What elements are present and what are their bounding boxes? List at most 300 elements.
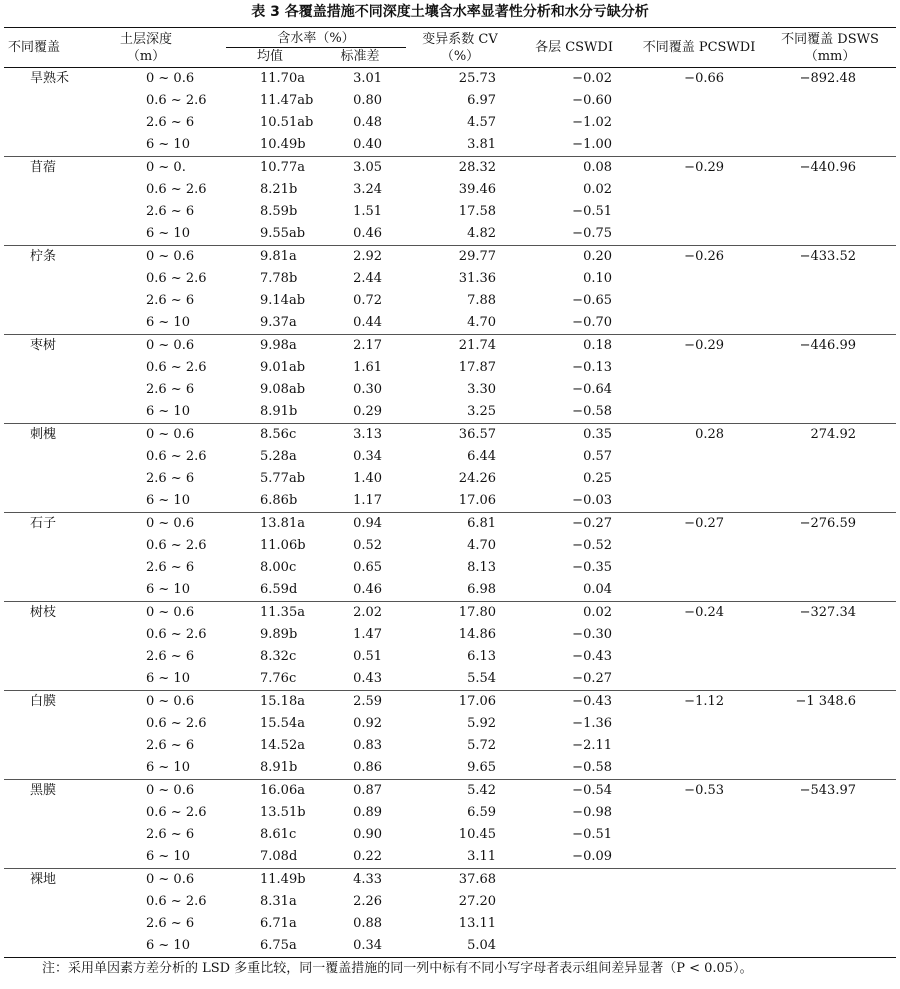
cell-mean: 8.32c	[260, 649, 297, 664]
cell-pcswdi	[634, 134, 764, 157]
cell-depth: 0.6 ~ 2.6	[146, 360, 207, 375]
table-row	[4, 179, 896, 201]
cell-dsws	[764, 223, 896, 246]
cell-mean: 13.51b	[260, 805, 306, 820]
cell-depth: 0 ~ 0.6	[86, 602, 226, 625]
cell-cover	[4, 112, 86, 134]
cell-pcswdi	[634, 179, 764, 201]
cell-cswdi: −0.70	[572, 315, 613, 330]
cell-cv: 6.44	[467, 449, 497, 464]
table-row	[4, 913, 896, 935]
cell-pcswdi	[634, 913, 764, 935]
cell-dsws	[764, 802, 896, 824]
cell-cv: 10.45	[458, 827, 497, 842]
cell-pcswdi	[634, 668, 764, 691]
cell-mean: 8.21b	[260, 182, 298, 197]
header-cv	[406, 28, 514, 68]
cell-cv: 5.92	[467, 716, 497, 731]
cell-dsws	[764, 490, 896, 513]
cell-dsws	[764, 891, 896, 913]
cell-dsws	[764, 757, 896, 780]
cell-cover	[4, 446, 86, 468]
table-row	[4, 112, 896, 134]
cell-cswdi: −0.02	[572, 71, 613, 86]
cell-sd: 0.72	[353, 293, 383, 308]
cell-mean: 6.75a	[260, 938, 297, 953]
cell-cover	[4, 668, 86, 691]
table-footnote: 注：采用单因素方差分析的 LSD 多重比较，同一覆盖措施的同一列中标有不同小写字母者表示组间差异显著（P < 0.05）。	[42, 961, 753, 976]
cell-cover	[4, 468, 86, 490]
cell-mean: 5.28a	[260, 449, 297, 464]
table-row	[4, 290, 896, 312]
cell-dsws	[764, 179, 896, 201]
cell-dsws: −440.96	[764, 157, 896, 180]
cell-depth: 0.6 ~ 2.6	[146, 894, 207, 909]
cell-sd: 0.90	[353, 827, 383, 842]
cell-depth: 6 ~ 10	[146, 938, 190, 953]
cell-cv: 17.87	[458, 360, 497, 375]
cell-sd: 4.33	[314, 869, 406, 892]
cell-cswdi: 0.08	[514, 157, 634, 180]
cell-sd: 1.47	[353, 627, 383, 642]
cell-sd: 1.40	[353, 471, 383, 486]
cell-cswdi: −0.64	[572, 382, 613, 397]
cell-pcswdi	[634, 846, 764, 869]
header-cv-line1: 变异系数 CV	[422, 31, 498, 47]
cell-sd: 2.26	[353, 894, 383, 909]
header-mean: 均值	[256, 49, 283, 64]
cell-pcswdi	[634, 735, 764, 757]
table-row	[4, 846, 896, 869]
cell-cv: 17.80	[406, 602, 514, 625]
cell-cover	[4, 201, 86, 223]
cell-sd: 0.48	[353, 115, 383, 130]
cell-pcswdi: −0.24	[634, 602, 764, 625]
cell-depth: 2.6 ~ 6	[146, 827, 195, 842]
cell-dsws: −892.48	[799, 71, 857, 86]
cell-cover	[4, 490, 86, 513]
cell-mean: 11.47ab	[260, 93, 314, 108]
cell-sd: 2.17	[314, 335, 406, 358]
cell-depth: 0 ~ 0.6	[86, 869, 226, 892]
cell-sd: 0.65	[353, 560, 383, 575]
cell-sd: 0.87	[314, 780, 406, 803]
cell-pcswdi: −0.27	[634, 513, 764, 536]
cell-cswdi: 0.20	[514, 246, 634, 269]
cell-pcswdi	[634, 468, 764, 490]
header-depth	[86, 28, 226, 68]
cell-sd: 1.61	[353, 360, 383, 375]
cell-sd: 0.80	[353, 93, 383, 108]
cell-mean: 9.14ab	[260, 293, 306, 308]
cell-sd: 0.46	[353, 226, 383, 241]
cell-cover	[4, 223, 86, 246]
cell-pcswdi	[634, 357, 764, 379]
cell-dsws: −1 348.6	[764, 691, 896, 714]
cell-cswdi: 0.35	[514, 424, 634, 447]
cell-cover	[4, 134, 86, 157]
cell-depth: 6 ~ 10	[146, 137, 190, 152]
cell-pcswdi	[634, 223, 764, 246]
table-body	[4, 68, 896, 958]
cell-cswdi: −0.35	[572, 560, 613, 575]
cell-cv: 4.70	[467, 315, 497, 330]
cell-cover	[4, 179, 86, 201]
cell-cv: 37.68	[406, 869, 514, 892]
cell-mean: 9.81a	[226, 246, 314, 269]
cell-cv: 7.88	[467, 293, 497, 308]
table-row	[4, 668, 896, 691]
table-row	[4, 802, 896, 824]
cell-mean: 6.71a	[260, 916, 297, 931]
table-row	[4, 335, 896, 358]
cell-mean: 8.61c	[260, 827, 297, 842]
cell-cswdi: −1.00	[572, 137, 613, 152]
table-row	[4, 869, 896, 892]
cell-pcswdi	[634, 446, 764, 468]
table-row	[4, 357, 896, 379]
cell-cv: 6.97	[467, 93, 497, 108]
cell-depth: 0 ~ 0.6	[86, 424, 226, 447]
cell-sd: 0.34	[353, 449, 383, 464]
table-row	[4, 246, 896, 269]
cell-mean: 10.77a	[226, 157, 314, 180]
cell-cswdi: −0.03	[572, 493, 613, 508]
table-header	[4, 28, 896, 68]
cell-dsws	[764, 357, 896, 379]
cell-dsws	[764, 913, 896, 935]
cell-dsws	[764, 312, 896, 335]
cell-depth: 2.6 ~ 6	[146, 916, 195, 931]
cell-cswdi: −0.58	[572, 404, 613, 419]
cell-cswdi: −0.09	[572, 849, 613, 864]
cell-pcswdi: 0.28	[634, 424, 764, 447]
cell-mean: 8.00c	[260, 560, 297, 575]
cell-mean: 9.55ab	[260, 226, 306, 241]
cell-depth: 6 ~ 10	[146, 671, 190, 686]
table-row	[4, 268, 896, 290]
cell-sd: 3.05	[314, 157, 406, 180]
cell-cv: 6.13	[467, 649, 497, 664]
data-table-container	[4, 27, 896, 958]
cell-cover	[4, 535, 86, 557]
cell-dsws	[764, 824, 896, 846]
cell-depth: 6 ~ 10	[146, 582, 190, 597]
cell-cv: 39.46	[458, 182, 497, 197]
cell-sd: 0.29	[353, 404, 383, 419]
cell-cover	[4, 846, 86, 869]
cell-cv: 36.57	[406, 424, 514, 447]
table-row	[4, 557, 896, 579]
table-row	[4, 468, 896, 490]
table-row	[4, 134, 896, 157]
cell-cover	[4, 735, 86, 757]
cell-cv: 4.57	[467, 115, 497, 130]
cell-cv: 17.06	[406, 691, 514, 714]
cell-cover	[4, 290, 86, 312]
cell-cv: 3.11	[467, 849, 497, 864]
cell-cover: 树枝	[4, 602, 86, 625]
cell-dsws	[764, 579, 896, 602]
cell-mean: 9.08ab	[260, 382, 306, 397]
cell-depth: 6 ~ 10	[146, 760, 190, 775]
cell-pcswdi: −1.12	[634, 691, 764, 714]
cell-dsws: −327.34	[764, 602, 896, 625]
cell-cswdi: −0.65	[572, 293, 613, 308]
table-row	[4, 379, 896, 401]
cell-mean: 9.89b	[260, 627, 298, 642]
cell-cswdi: −0.60	[572, 93, 613, 108]
cell-depth: 0 ~ 0.6	[146, 71, 195, 86]
cell-cv: 5.54	[467, 671, 497, 686]
cell-pcswdi	[634, 401, 764, 424]
cell-depth: 6 ~ 10	[146, 404, 190, 419]
cell-pcswdi	[634, 757, 764, 780]
cell-cover: 刺槐	[4, 424, 86, 447]
cell-dsws	[764, 112, 896, 134]
cell-pcswdi	[634, 557, 764, 579]
cell-pcswdi	[634, 869, 764, 892]
cell-cv: 6.59	[467, 805, 497, 820]
cell-mean: 5.77ab	[260, 471, 306, 486]
cell-depth: 6 ~ 10	[146, 226, 190, 241]
cell-cv: 6.81	[406, 513, 514, 536]
cell-cv: 25.73	[458, 71, 497, 86]
cell-depth: 0 ~ 0.6	[86, 691, 226, 714]
cell-depth: 0 ~ 0.6	[86, 513, 226, 536]
cell-sd: 0.43	[353, 671, 383, 686]
header-dsws-line1: 不同覆盖 DSWS	[781, 31, 879, 47]
cell-sd: 0.46	[353, 582, 383, 597]
cell-cv: 6.98	[467, 582, 497, 597]
cell-depth: 2.6 ~ 6	[146, 738, 195, 753]
cell-sd: 2.59	[314, 691, 406, 714]
cell-pcswdi	[634, 624, 764, 646]
cell-sd: 2.02	[314, 602, 406, 625]
table-row	[4, 713, 896, 735]
cell-cswdi: 0.02	[583, 182, 613, 197]
cell-dsws	[764, 468, 896, 490]
cell-depth: 0 ~ 0.6	[86, 780, 226, 803]
cell-dsws	[764, 446, 896, 468]
table-row	[4, 424, 896, 447]
header-cover: 不同覆盖	[8, 40, 61, 55]
cell-cswdi: −0.98	[572, 805, 613, 820]
cell-depth: 0 ~ 0.6	[86, 246, 226, 269]
cell-pcswdi	[634, 802, 764, 824]
cell-cover	[4, 579, 86, 602]
cell-cswdi	[514, 869, 634, 892]
cell-pcswdi: −0.29	[634, 335, 764, 358]
cell-cv: 24.26	[458, 471, 497, 486]
cell-pcswdi	[634, 935, 764, 958]
cell-cv: 14.86	[458, 627, 497, 642]
cell-mean: 11.70a	[260, 71, 305, 86]
cell-sd: 0.92	[353, 716, 383, 731]
cell-cover	[4, 624, 86, 646]
cell-cv: 17.58	[458, 204, 497, 219]
cell-cv: 9.65	[467, 760, 497, 775]
cell-cover	[4, 357, 86, 379]
cell-mean: 13.81a	[226, 513, 314, 536]
cell-dsws	[764, 846, 896, 869]
table-title: 表 3 各覆盖措施不同深度土壤含水率显著性分析和水分亏缺分析	[251, 4, 649, 20]
cell-cswdi: −0.27	[514, 513, 634, 536]
cell-cover	[4, 268, 86, 290]
cell-sd: 0.94	[314, 513, 406, 536]
cell-cswdi	[514, 935, 634, 958]
header-dsws	[764, 28, 896, 68]
cell-cover: 旱熟禾	[30, 71, 70, 86]
cell-mean: 7.76c	[260, 671, 297, 686]
cell-cv: 21.74	[406, 335, 514, 358]
table-row	[4, 535, 896, 557]
cell-depth: 0 ~ 0.	[86, 157, 226, 180]
cell-cswdi: −1.02	[572, 115, 613, 130]
cell-sd: 1.51	[353, 204, 383, 219]
table-row	[4, 824, 896, 846]
cell-cover	[4, 401, 86, 424]
cell-depth: 0.6 ~ 2.6	[146, 93, 207, 108]
table-row	[4, 579, 896, 602]
header-moisture: 含水率（%）	[226, 28, 406, 48]
cell-sd: 0.40	[353, 137, 383, 152]
cell-dsws	[764, 624, 896, 646]
cell-depth: 0.6 ~ 2.6	[146, 716, 207, 731]
cell-sd: 0.51	[353, 649, 383, 664]
cell-mean: 9.37a	[260, 315, 297, 330]
cell-depth: 2.6 ~ 6	[146, 382, 195, 397]
cell-cv: 8.13	[467, 560, 497, 575]
header-cswdi: 各层 CSWDI	[535, 40, 613, 55]
cell-sd: 0.88	[353, 916, 383, 931]
table-row	[4, 935, 896, 958]
cell-pcswdi	[634, 646, 764, 668]
cell-cswdi: 0.18	[514, 335, 634, 358]
cell-dsws	[764, 646, 896, 668]
table-row	[4, 757, 896, 780]
cell-pcswdi	[634, 579, 764, 602]
table-row	[4, 735, 896, 757]
cell-cover: 柠条	[4, 246, 86, 269]
cell-pcswdi	[634, 490, 764, 513]
cell-cv: 5.04	[467, 938, 497, 953]
cell-mean: 7.08d	[260, 849, 298, 864]
cell-mean: 6.86b	[260, 493, 298, 508]
cell-sd: 0.22	[353, 849, 383, 864]
cell-cv: 5.72	[467, 738, 497, 753]
cell-mean: 14.52a	[260, 738, 305, 753]
table-row	[4, 624, 896, 646]
cell-dsws	[764, 90, 896, 112]
cell-cswdi: −1.36	[572, 716, 613, 731]
cell-dsws	[764, 268, 896, 290]
cell-dsws: −543.97	[764, 780, 896, 803]
cell-sd: 1.17	[353, 493, 383, 508]
cell-mean: 16.06a	[226, 780, 314, 803]
cell-sd: 0.89	[353, 805, 383, 820]
cell-mean: 8.31a	[260, 894, 297, 909]
cell-sd: 0.30	[353, 382, 383, 397]
cell-mean: 9.98a	[226, 335, 314, 358]
cell-mean: 15.18a	[226, 691, 314, 714]
cell-cswdi: −0.13	[572, 360, 613, 375]
cell-sd: 2.92	[314, 246, 406, 269]
cell-depth: 6 ~ 10	[146, 493, 190, 508]
cell-sd: 0.86	[353, 760, 383, 775]
cell-cover	[4, 379, 86, 401]
cell-pcswdi	[634, 90, 764, 112]
cell-cv: 17.06	[458, 493, 497, 508]
cell-cover	[4, 824, 86, 846]
cell-dsws	[764, 668, 896, 691]
cell-mean: 11.49b	[226, 869, 314, 892]
cell-pcswdi: −0.29	[634, 157, 764, 180]
cell-cswdi: 0.25	[583, 471, 613, 486]
cell-pcswdi: −0.53	[634, 780, 764, 803]
cell-dsws	[764, 735, 896, 757]
cell-mean: 6.59d	[260, 582, 298, 597]
table-row	[4, 157, 896, 180]
cell-depth: 0.6 ~ 2.6	[146, 538, 207, 553]
cell-dsws	[764, 713, 896, 735]
cell-cswdi: −0.30	[572, 627, 613, 642]
cell-cswdi: −0.75	[572, 226, 613, 241]
cell-cover	[4, 312, 86, 335]
cell-pcswdi	[634, 112, 764, 134]
cell-pcswdi	[634, 713, 764, 735]
cell-cover: 黑膜	[4, 780, 86, 803]
cell-dsws	[764, 535, 896, 557]
cell-depth: 2.6 ~ 6	[146, 560, 195, 575]
table-row	[4, 513, 896, 536]
cell-pcswdi: −0.66	[684, 71, 725, 86]
cell-cv: 3.25	[467, 404, 497, 419]
cell-pcswdi	[634, 312, 764, 335]
cell-cswdi	[514, 891, 634, 913]
cell-sd: 3.13	[314, 424, 406, 447]
table-row	[4, 446, 896, 468]
cell-mean: 9.01ab	[260, 360, 306, 375]
cell-depth: 0.6 ~ 2.6	[146, 449, 207, 464]
cell-dsws	[764, 935, 896, 958]
cell-cover: 苜蓿	[4, 157, 86, 180]
cell-pcswdi	[634, 201, 764, 223]
cell-pcswdi	[634, 535, 764, 557]
header-pcswdi: 不同覆盖 PCSWDI	[642, 40, 756, 55]
cell-dsws: −433.52	[764, 246, 896, 269]
cell-mean: 8.59b	[260, 204, 298, 219]
cell-cover	[4, 802, 86, 824]
cell-cswdi: −0.54	[514, 780, 634, 803]
table-row	[4, 691, 896, 714]
table-row	[4, 90, 896, 112]
cell-depth: 2.6 ~ 6	[146, 293, 195, 308]
cell-cv: 28.32	[406, 157, 514, 180]
cell-mean: 10.49b	[260, 137, 306, 152]
cell-dsws	[764, 201, 896, 223]
header-depth-line1: 土层深度	[119, 31, 172, 47]
cell-cover: 裸地	[4, 869, 86, 892]
cell-depth: 0 ~ 0.6	[86, 335, 226, 358]
cell-cswdi: 0.02	[514, 602, 634, 625]
cell-cover: 枣树	[4, 335, 86, 358]
cell-sd: 0.34	[353, 938, 383, 953]
cell-cover	[4, 935, 86, 958]
cell-depth: 6 ~ 10	[146, 315, 190, 330]
table-row	[4, 780, 896, 803]
cell-cover	[4, 713, 86, 735]
